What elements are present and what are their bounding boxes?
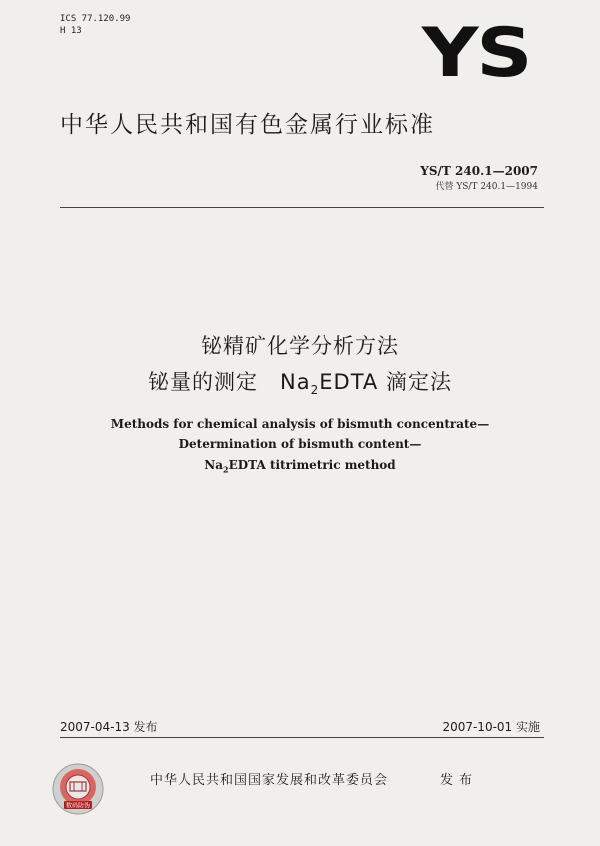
anti-counterfeit-seal-icon <box>52 763 104 815</box>
title-cn-line2-sub: 2 <box>310 383 320 398</box>
top-divider <box>60 207 544 208</box>
title-en-line2: Determination of bismuth content— <box>178 437 422 451</box>
title-cn-line2-pre: 铋量的测定 Na <box>148 370 311 394</box>
replaces-standard: 代替 YS/T 240.1—1994 <box>435 182 538 192</box>
title-cn-line2 <box>0 366 600 397</box>
title-en-line3 <box>0 455 600 479</box>
title-en-line3-pre: Na <box>204 458 224 472</box>
seal-text: 数码防伪 <box>65 802 91 810</box>
title-en-line3-post: EDTA titrimetric method <box>228 458 396 472</box>
classification-codes <box>60 13 130 37</box>
org-title: 中华人民共和国有色金属行业标准 <box>60 112 435 138</box>
title-en-line1: Methods for chemical analysis of bismuth concentrate— <box>110 417 490 431</box>
title-en-line3-sub: 2 <box>223 464 229 475</box>
class-code: H 13 <box>60 26 82 36</box>
bottom-divider <box>60 737 544 738</box>
standard-number-block <box>420 164 538 192</box>
title-cn-line2-post: EDTA 滴定法 <box>319 370 452 394</box>
issue-label: 发布 <box>440 773 479 788</box>
issuing-authority: 中华人民共和国国家发展和改革委员会 <box>150 773 389 788</box>
published-date: 2007-04-13 发布 <box>60 720 158 734</box>
ys-logo: YS <box>421 14 530 93</box>
standard-number: YS/T 240.1—2007 <box>420 164 538 178</box>
title-cn-line1: 铋精矿化学分析方法 <box>201 334 399 358</box>
implemented-date: 2007-10-01 实施 <box>442 720 540 734</box>
ics-code: ICS 77.120.99 <box>60 14 131 24</box>
